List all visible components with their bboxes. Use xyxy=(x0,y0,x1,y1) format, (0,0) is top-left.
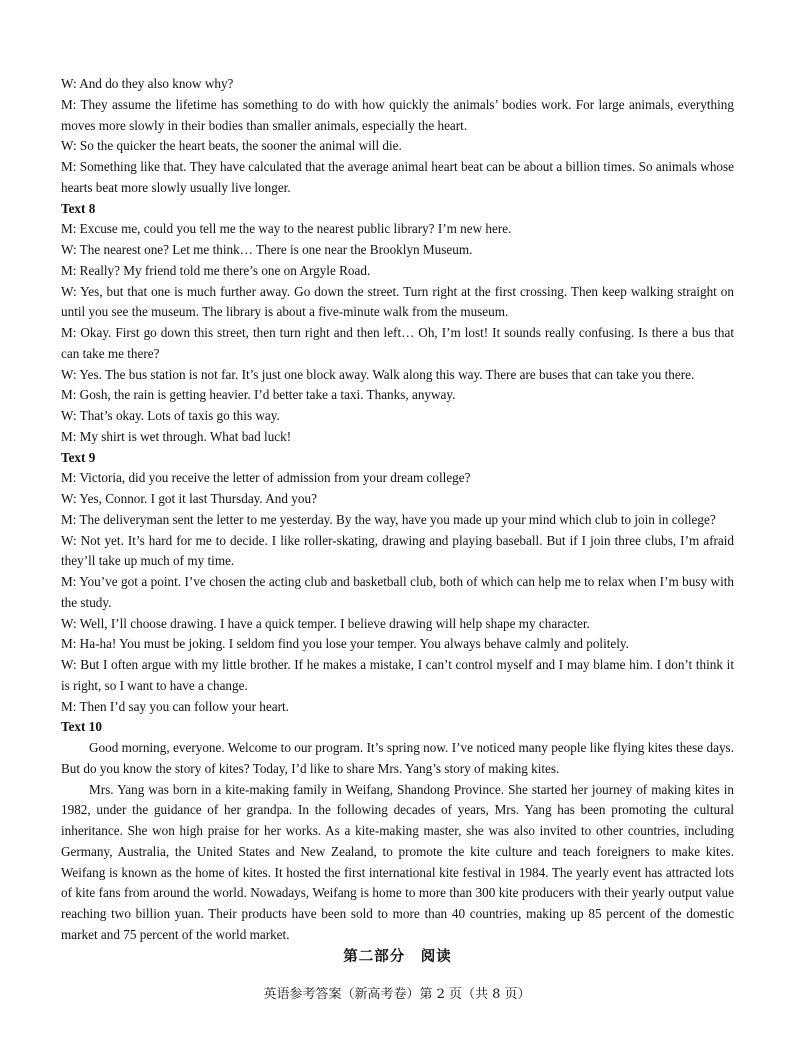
section-title-reading: 第二部分 阅读 xyxy=(343,948,452,965)
text-heading: Text 9 xyxy=(61,449,96,465)
dialogue-line: M: The deliveryman sent the letter to me yesterday. By the way, have you made up your mind which club to join in college? xyxy=(61,511,716,527)
dialogue-line: M: Excuse me, could you tell me the way to the nearest public library? I’m new here. xyxy=(61,221,512,237)
dialogue-line: M: They assume the lifetime has something to do with how quickly the animals’ bodies work. For large animals, everything moves more slowly in their bodies than smaller animals, especially the heart. xyxy=(61,96,734,133)
page-footer: 英语参考答案（新高考卷）第 2 页（共 8 页） xyxy=(263,987,531,1002)
text-heading: Text 8 xyxy=(61,200,96,216)
transcript-content xyxy=(61,74,734,946)
dialogue-line: M: Okay. First go down this street, then turn right and then left… Oh, I’m lost! It sounds really confusing. Is there a bus that can take me there? xyxy=(61,325,734,361)
answer-page-body xyxy=(61,74,734,967)
dialogue-line: M: Victoria, did you receive the letter of admission from your dream college? xyxy=(61,470,471,486)
dialogue-line: M: You’ve got a point. I’ve chosen the acting club and basketball club, both of which can help me to relax when I’m busy with the study. xyxy=(61,574,734,610)
text-heading: Text 10 xyxy=(61,719,102,735)
dialogue-line: M: Ha-ha! You must be joking. I seldom find you lose your temper. You always behave calmly and politely. xyxy=(61,636,629,652)
dialogue-line: M: My shirt is wet through. What bad luck! xyxy=(61,428,292,444)
dialogue-line: W: The nearest one? Let me think… There is one near the Brooklyn Museum. xyxy=(61,242,473,257)
dialogue-line: W: And do they also know why? xyxy=(61,76,234,91)
dialogue-line: M: Gosh, the rain is getting heavier. I’d better take a taxi. Thanks, anyway. xyxy=(61,387,456,403)
dialogue-line: W: But I often argue with my little brother. If he makes a mistake, I can’t control myself and I may blame him. I don’t think it is right, so I want to have a change. xyxy=(61,657,734,693)
dialogue-line: M: Really? My friend told me there’s one on Argyle Road. xyxy=(61,262,371,278)
dialogue-line: W: Well, I’ll choose drawing. I have a quick temper. I believe drawing will help shape my character. xyxy=(61,615,590,631)
dialogue-line: W: Yes, but that one is much further away. Go down the street. Turn right at the first crossing. Then keep walking straight on until you see the museum. The library is about a five-minute walk from the museum. xyxy=(61,283,734,320)
dialogue-line: W: Yes. The bus station is not far. It’s just one block away. Walk along this way. There are buses that can take you there. xyxy=(61,366,695,382)
dialogue-line: W: That’s okay. Lots of taxis go this way. xyxy=(61,408,280,423)
dialogue-line: M: Then I’d say you can follow your heart. xyxy=(61,698,289,714)
transcript-paragraph: Mrs. Yang was born in a kite-making family in Weifang, Shandong Province. She started her journey of making kites in 1982, under the guidance of her grandpa. In the following decades of years, Mrs. Yang has been promoting the cultural inheritance. She won high praise for her works. As a kite-making master, she was also invited to other countries, including Germany, Australia, the United States and New Zealand, to promote the kite culture and teach foreigners to make kites. Weifang is known as the home of kites. It hosted the first international kite festival in 1984. The yearly event has attracted lots of kite fans from around the world. Nowadays, Weifang is home to more than 300 kite producers with their yearly output value reaching two billion yuan. Their products have been sold to more than 40 countries, making up 85 percent of the domestic market and 75 percent of the world market. xyxy=(61,781,734,942)
dialogue-line: M: Something like that. They have calculated that the average animal heart beat can be about a billion times. So animals whose hearts beat more slowly usually live longer. xyxy=(61,159,734,195)
dialogue-line: W: Not yet. It’s hard for me to decide. I like roller-skating, drawing and playing baseball. But if I join three clubs, I’m afraid they’ll take up much of my time. xyxy=(61,532,734,569)
transcript-paragraph: Good morning, everyone. Welcome to our program. It’s spring now. I’ve noticed many people like flying kites these days. But do you know the story of kites? Today, I’d like to share Mrs. Yang’s story of making kites. xyxy=(61,740,734,776)
dialogue-line: W: So the quicker the heart beats, the sooner the animal will die. xyxy=(61,138,402,154)
dialogue-line: W: Yes, Connor. I got it last Thursday. And you? xyxy=(61,491,317,506)
